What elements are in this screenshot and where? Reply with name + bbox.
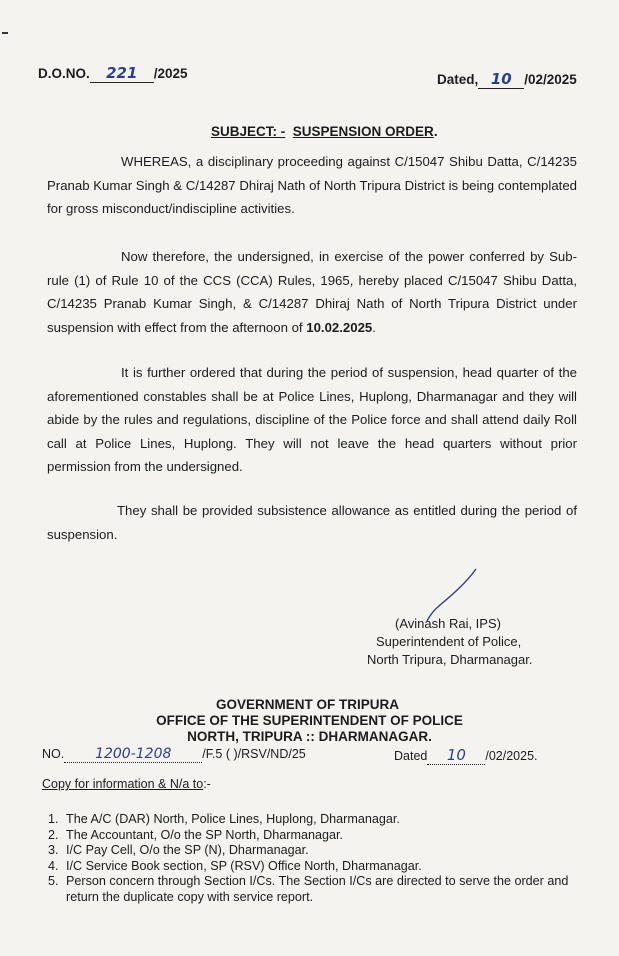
suspension-date: 10.02.2025 [306, 319, 373, 335]
signatory-location: North Tripura, Dharmanagar. [367, 652, 533, 667]
paragraph-1-text: WHEREAS, a disciplinary proceeding against C/15047 Shibu Datta, C/14235 Pranab Kumar Singh & C/14287 Dhiraj Nath of North Tripura District is being contemplated for gross misconduct/indiscipline activities. [47, 154, 577, 216]
signatory-name: (Avinash Rai, IPS) [395, 616, 501, 631]
dated-day: 10 [490, 70, 512, 88]
dono-number-field [90, 64, 154, 83]
dated-day-field [478, 70, 524, 89]
memo-no-prefix: NO. [42, 747, 65, 761]
memo-dated-field [427, 746, 485, 765]
paragraph-further-ordered [47, 361, 577, 479]
dated-label: Dated, [437, 72, 479, 87]
copy-heading-text: Copy for information & N/a to [42, 777, 204, 791]
copy-list-item: 5. Person concern through Section I/Cs. The Section I/Cs are directed to serve the order and return the duplicate copy with service report. [62, 874, 602, 905]
subject-line [211, 124, 438, 139]
copy-heading-tail: :- [203, 777, 211, 791]
copy-heading [42, 777, 211, 791]
office-line-3: NORTH, TRIPURA :: DHARMANAGAR. [187, 729, 432, 744]
memo-no-rest: /F.5 ( )/RSV/ND/25 [202, 747, 306, 761]
paragraph-3-text: It is further ordered that during the period of suspension, head quarter of the aforementioned constables shall be at Police Lines, Huplong, Dharmanagar and they will abide by the rules and regulations, discipline of the Police force and shall attend daily Roll call at Police Lines, Huplong. They will not leave the head quarters without prior permission from the undersigned. [47, 365, 577, 474]
copy-list-item: 1. The A/C (DAR) North, Police Lines, Huplong, Dharmanagar. [62, 812, 602, 828]
memo-dated-line [394, 746, 538, 765]
copy-list-item: 4. I/C Service Book section, SP (RSV) Office North, Dharmanagar. [62, 859, 602, 875]
office-line-2: OFFICE OF THE SUPERINTENDENT OF POLICE [156, 713, 463, 728]
copy-list-item: 2. The Accountant, O/o the SP North, Dharmanagar. [62, 828, 602, 844]
paragraph-2-text: Now therefore, the undersigned, in exercise of the power conferred by Sub-rule (1) of Rule 10 of the CCS (CCA) Rules, 1965, hereby placed C/15047 Shibu Datta, C/14235 Pranab Kumar Singh, & C/14287 Dhiraj Nath of North Tripura District under suspension with effect from the afternoon of [47, 249, 577, 335]
dono-year: /2025 [153, 66, 188, 81]
subject-text: SUSPENSION ORDER [292, 124, 434, 139]
signatory-designation: Superintendent of Police, [376, 634, 522, 649]
copy-list [42, 812, 602, 906]
copy-list-item: 3. I/C Pay Cell, O/o the SP (N), Dharmanagar. [62, 843, 602, 859]
memo-number-line [42, 746, 306, 763]
paragraph-now-therefore [47, 245, 577, 339]
dated-line [437, 70, 577, 89]
memo-dated-rest: /02/2025. [485, 749, 538, 763]
paragraph-4-text: They shall be provided subsistence allowance as entitled during the period of suspension. [47, 503, 577, 542]
paragraph-2-end: . [372, 319, 376, 335]
scan-mark [2, 32, 8, 34]
subject-period: . [433, 124, 438, 139]
memo-dated-day: 10 [446, 746, 466, 764]
memo-number-field [64, 746, 202, 763]
dono-prefix: D.O.NO. [38, 66, 90, 81]
dated-rest: /02/2025 [524, 72, 577, 87]
paragraph-whereas [47, 150, 577, 221]
dono-line [38, 64, 188, 83]
dono-number: 221 [106, 64, 138, 82]
memo-dated-label: Dated [394, 749, 428, 763]
subject-label: SUBJECT: - [211, 124, 286, 139]
memo-number: 1200-1208 [95, 746, 172, 762]
paragraph-subsistence [47, 499, 577, 546]
office-line-1: GOVERNMENT OF TRIPURA [215, 697, 399, 712]
